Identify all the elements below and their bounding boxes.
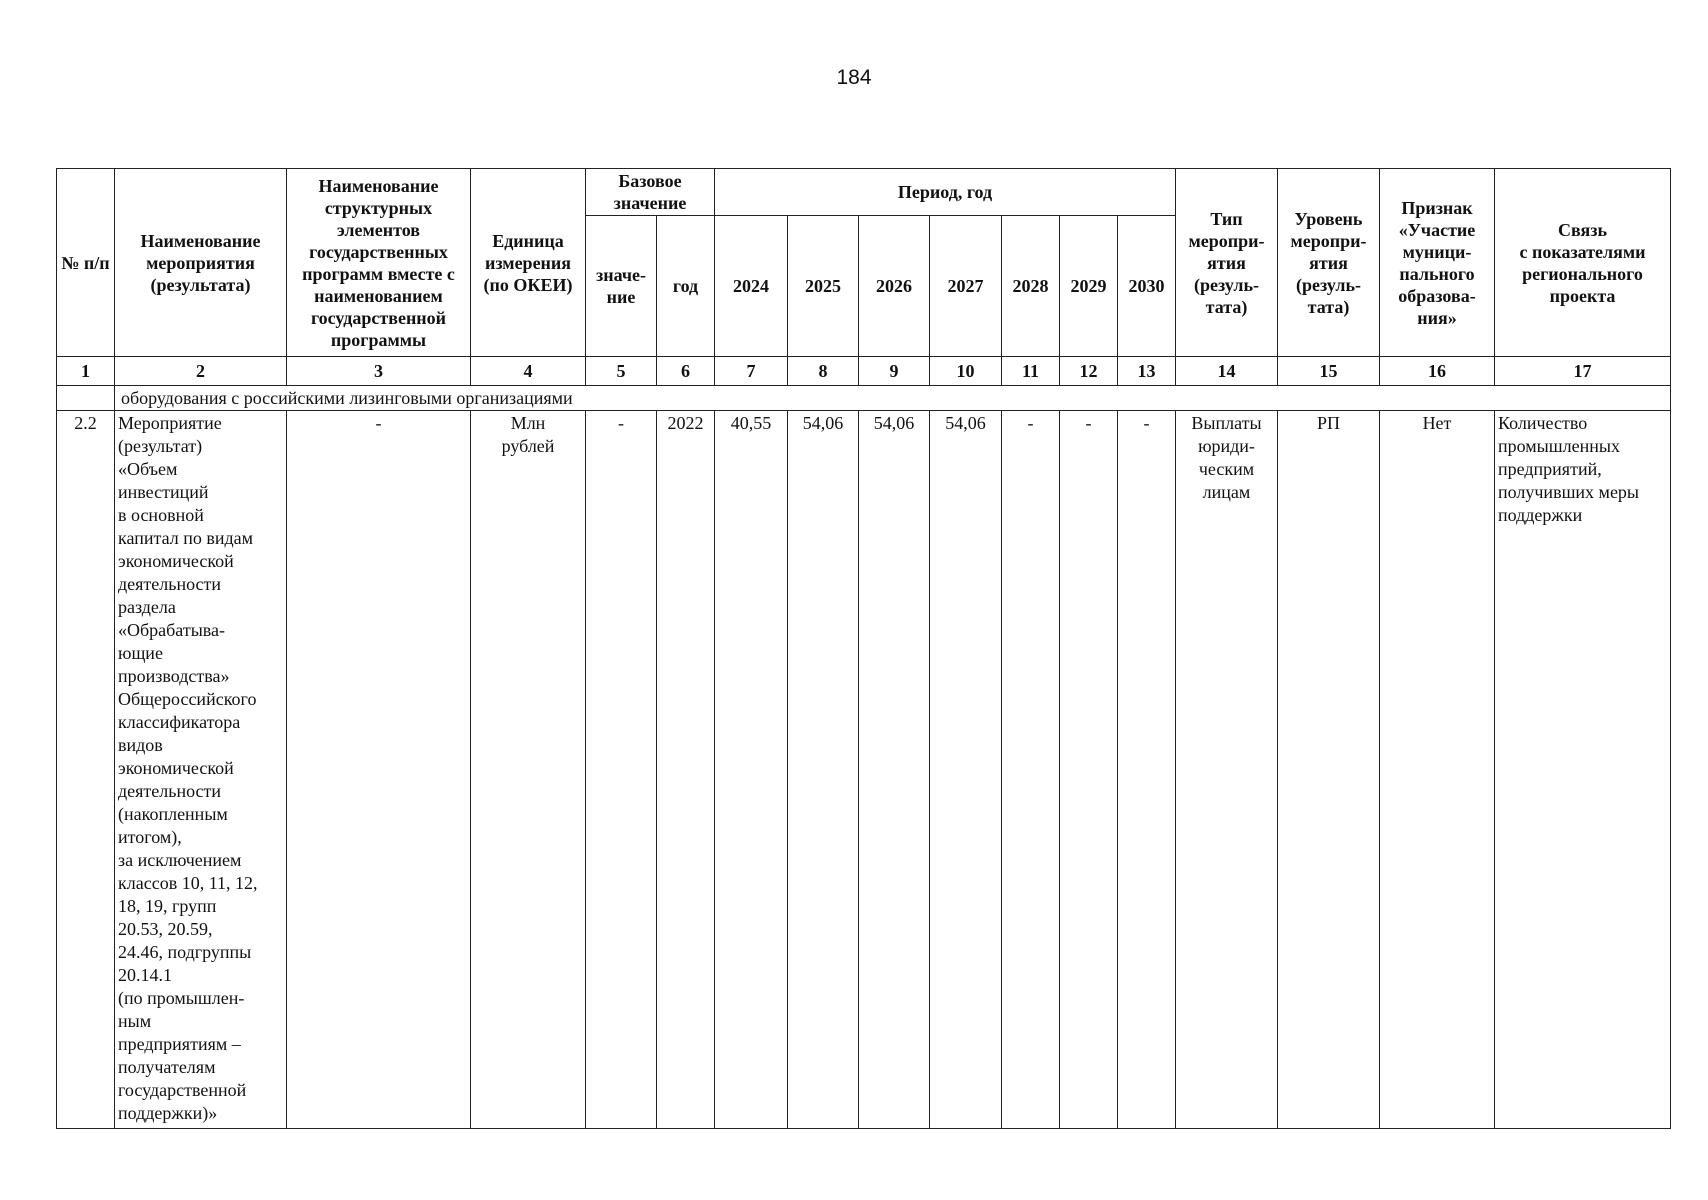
column-number: 3 [287, 357, 471, 386]
column-number: 2 [115, 357, 287, 386]
row-type: Выплаты юриди- ческим лицам [1176, 411, 1278, 1129]
header-period: Период, год [715, 169, 1176, 216]
header-year: 2028 [1002, 216, 1060, 357]
column-number: 17 [1495, 357, 1671, 386]
header-year: 2029 [1060, 216, 1118, 357]
row-link: Количество промышленных предприятий, получивших меры поддержки [1495, 411, 1671, 1129]
column-number: 4 [471, 357, 586, 386]
row-name: Мероприятие (результат) «Объем инвестиций в основной капитал по видам экономической деятельности раздела «Обрабатыва- ющие производства» Общероссийского классификатора видов экономической деятельности (накопленным итогом), за исключением классов 10, 11, 12, 18, 19, групп 20.53, 20.59, 24.46, подгруппы 20.14.1 (по промышлен- ным предприятиям – получателям государственной поддержки)» [115, 411, 287, 1129]
row-struct: - [287, 411, 471, 1129]
column-number: 12 [1060, 357, 1118, 386]
header-unit: Единица измерения (по ОКЕИ) [471, 169, 586, 357]
row-level: РП [1278, 411, 1380, 1129]
header-year: 2026 [859, 216, 930, 357]
column-number: 14 [1176, 357, 1278, 386]
column-number: 5 [586, 357, 657, 386]
continuation-text: оборудования с российскими лизинговыми организациями [115, 386, 1671, 411]
continuation-row [57, 386, 1671, 411]
column-number: 10 [930, 357, 1002, 386]
page-number: 184 [836, 66, 872, 89]
header-year: 2030 [1118, 216, 1176, 357]
header-link: Связь с показателями регионального проекта [1495, 169, 1671, 357]
column-number: 11 [1002, 357, 1060, 386]
row-base-year: 2022 [657, 411, 715, 1129]
row-value-2028: - [1002, 411, 1060, 1129]
column-number-row [57, 357, 1671, 386]
column-number: 15 [1278, 357, 1380, 386]
column-number: 9 [859, 357, 930, 386]
row-unit: Млн рублей [471, 411, 586, 1129]
row-sign: Нет [1380, 411, 1495, 1129]
header-row-top [57, 169, 1671, 216]
row-value-2030: - [1118, 411, 1176, 1129]
column-number: 13 [1118, 357, 1176, 386]
measures-table [56, 168, 1671, 1129]
row-value-2026: 54,06 [859, 411, 930, 1129]
row-value-2029: - [1060, 411, 1118, 1129]
header-name: Наименование мероприятия (результата) [115, 169, 287, 357]
column-number: 1 [57, 357, 115, 386]
row-num: 2.2 [57, 411, 115, 1129]
header-sign: Признак «Участие муници- пального образова- ния» [1380, 169, 1495, 357]
header-base-year: год [657, 216, 715, 357]
header-base: Базовое значение [586, 169, 715, 216]
column-number: 6 [657, 357, 715, 386]
column-number: 8 [788, 357, 859, 386]
row-value-2024: 40,55 [715, 411, 788, 1129]
header-num: № п/п [57, 169, 115, 357]
header-level: Уровень меропри- ятия (резуль- тата) [1278, 169, 1380, 357]
row-value-2025: 54,06 [788, 411, 859, 1129]
header-year: 2025 [788, 216, 859, 357]
header-base-value: значе- ние [586, 216, 657, 357]
header-type: Тип меропри- ятия (резуль- тата) [1176, 169, 1278, 357]
column-number: 16 [1380, 357, 1495, 386]
table-row [57, 411, 1671, 1129]
continuation-num-cell [57, 386, 115, 411]
header-struct: Наименование структурных элементов государственных программ вместе с наименованием государственной программы [287, 169, 471, 357]
column-number: 7 [715, 357, 788, 386]
header-year: 2027 [930, 216, 1002, 357]
row-value-2027: 54,06 [930, 411, 1002, 1129]
header-year: 2024 [715, 216, 788, 357]
row-base-value: - [586, 411, 657, 1129]
